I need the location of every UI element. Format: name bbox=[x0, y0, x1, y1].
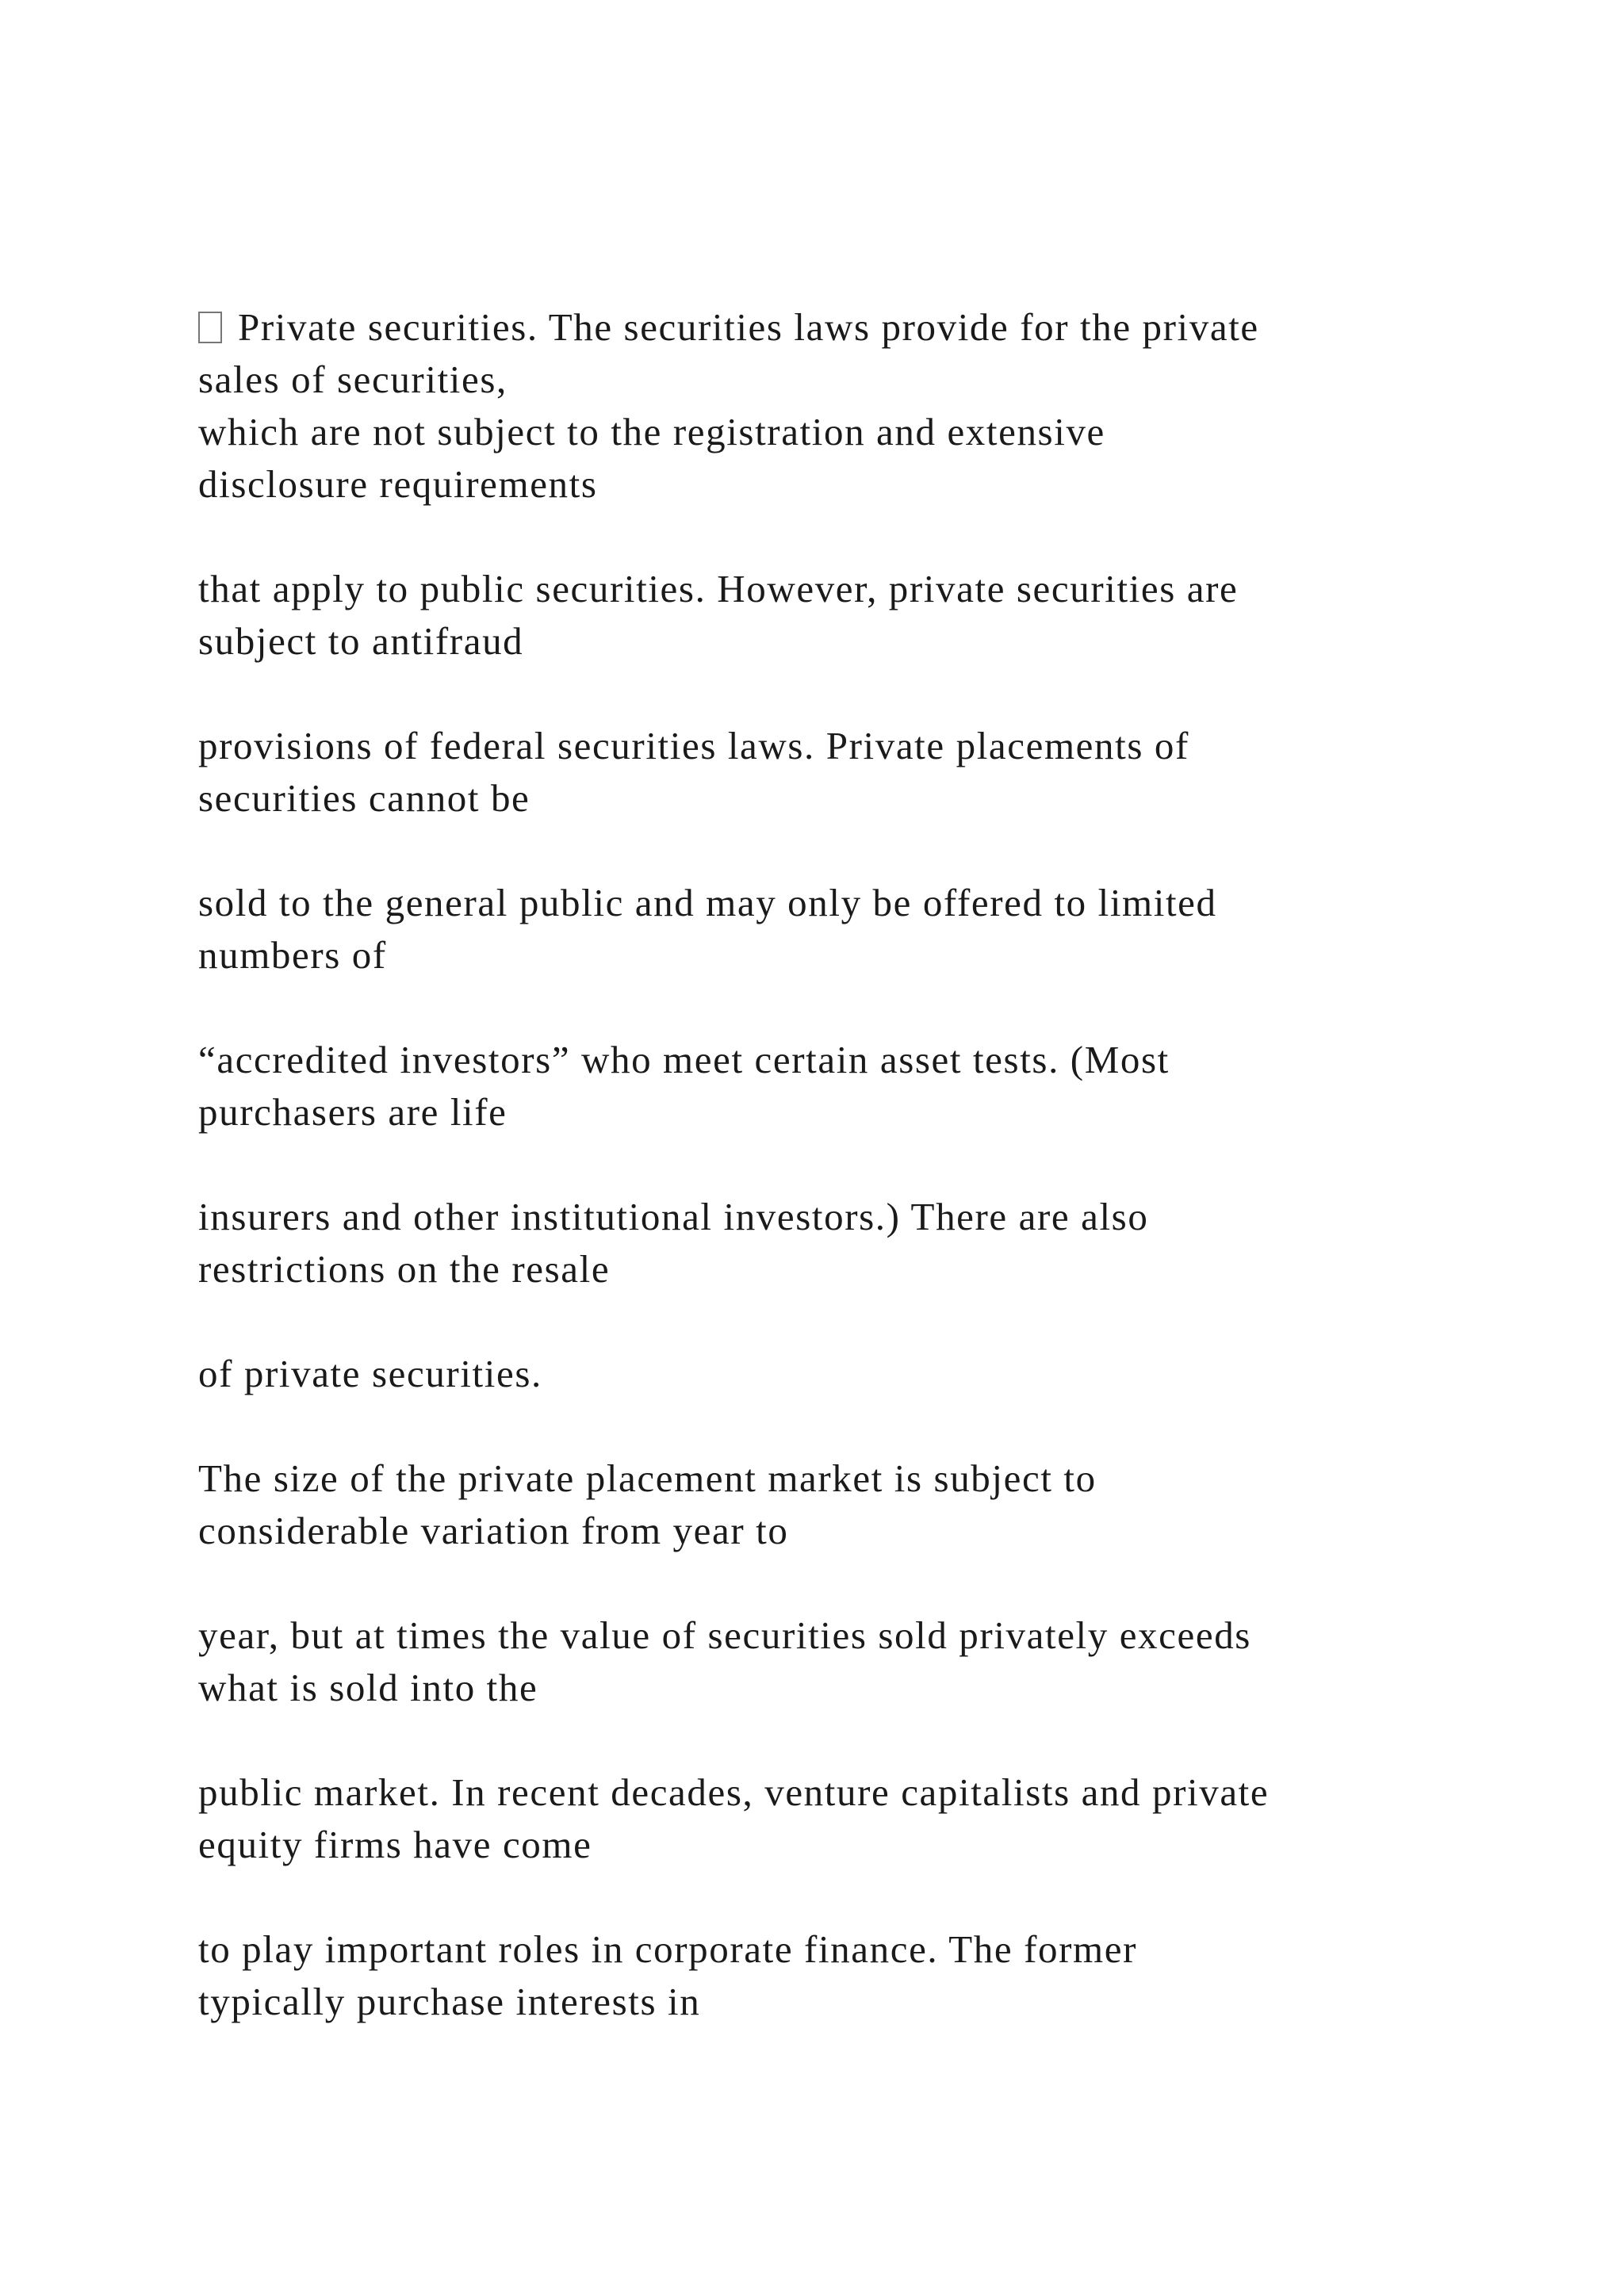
text-line: to play important roles in corporate finance. The former bbox=[198, 1927, 1137, 1971]
paragraph bbox=[198, 301, 1530, 511]
text-line: that apply to public securities. However, private securities are bbox=[198, 567, 1239, 610]
document-body bbox=[198, 301, 1530, 2028]
paragraph bbox=[198, 1609, 1530, 1714]
text-line: which are not subject to the registration and extensive bbox=[198, 410, 1105, 453]
text-line: provisions of federal securities laws. Private placements of bbox=[198, 724, 1189, 767]
paragraph bbox=[198, 1452, 1530, 1557]
text-line: purchasers are life bbox=[198, 1090, 508, 1134]
text-line: year, but at times the value of securities sold privately exceeds bbox=[198, 1613, 1251, 1657]
text-line: insurers and other institutional investors.) There are also bbox=[198, 1195, 1149, 1238]
text-line: sold to the general public and may only be offered to limited bbox=[198, 881, 1217, 924]
text-line: securities cannot be bbox=[198, 776, 530, 820]
text-line: equity firms have come bbox=[198, 1823, 592, 1866]
text-line: sales of securities, bbox=[198, 358, 508, 401]
paragraph bbox=[198, 1766, 1530, 1871]
paragraph bbox=[198, 877, 1530, 982]
paragraph bbox=[198, 1191, 1530, 1295]
paragraph bbox=[198, 1348, 1530, 1400]
paragraph bbox=[198, 1034, 1530, 1138]
paragraph bbox=[198, 563, 1530, 668]
text-line: what is sold into the bbox=[198, 1666, 538, 1709]
text-line: numbers of bbox=[198, 933, 387, 977]
text-line: public market. In recent decades, venture capitalists and private bbox=[198, 1770, 1270, 1814]
text-line: of private securities. bbox=[198, 1352, 542, 1395]
text-line: subject to antifraud bbox=[198, 619, 524, 663]
text-line: disclosure requirements bbox=[198, 462, 598, 506]
text-line-content: Private securities. The securities laws provide for the private bbox=[238, 305, 1259, 349]
text-line bbox=[198, 301, 1530, 354]
text-line: typically purchase interests in bbox=[198, 1980, 701, 2023]
paragraph bbox=[198, 1923, 1530, 2028]
text-line: “accredited investors” who meet certain asset tests. (Most bbox=[198, 1038, 1170, 1081]
missing-glyph-icon bbox=[198, 312, 222, 343]
text-line: The size of the private placement market is subject to bbox=[198, 1456, 1097, 1500]
text-line: considerable variation from year to bbox=[198, 1509, 789, 1552]
paragraph bbox=[198, 720, 1530, 825]
text-line: restrictions on the resale bbox=[198, 1247, 611, 1291]
